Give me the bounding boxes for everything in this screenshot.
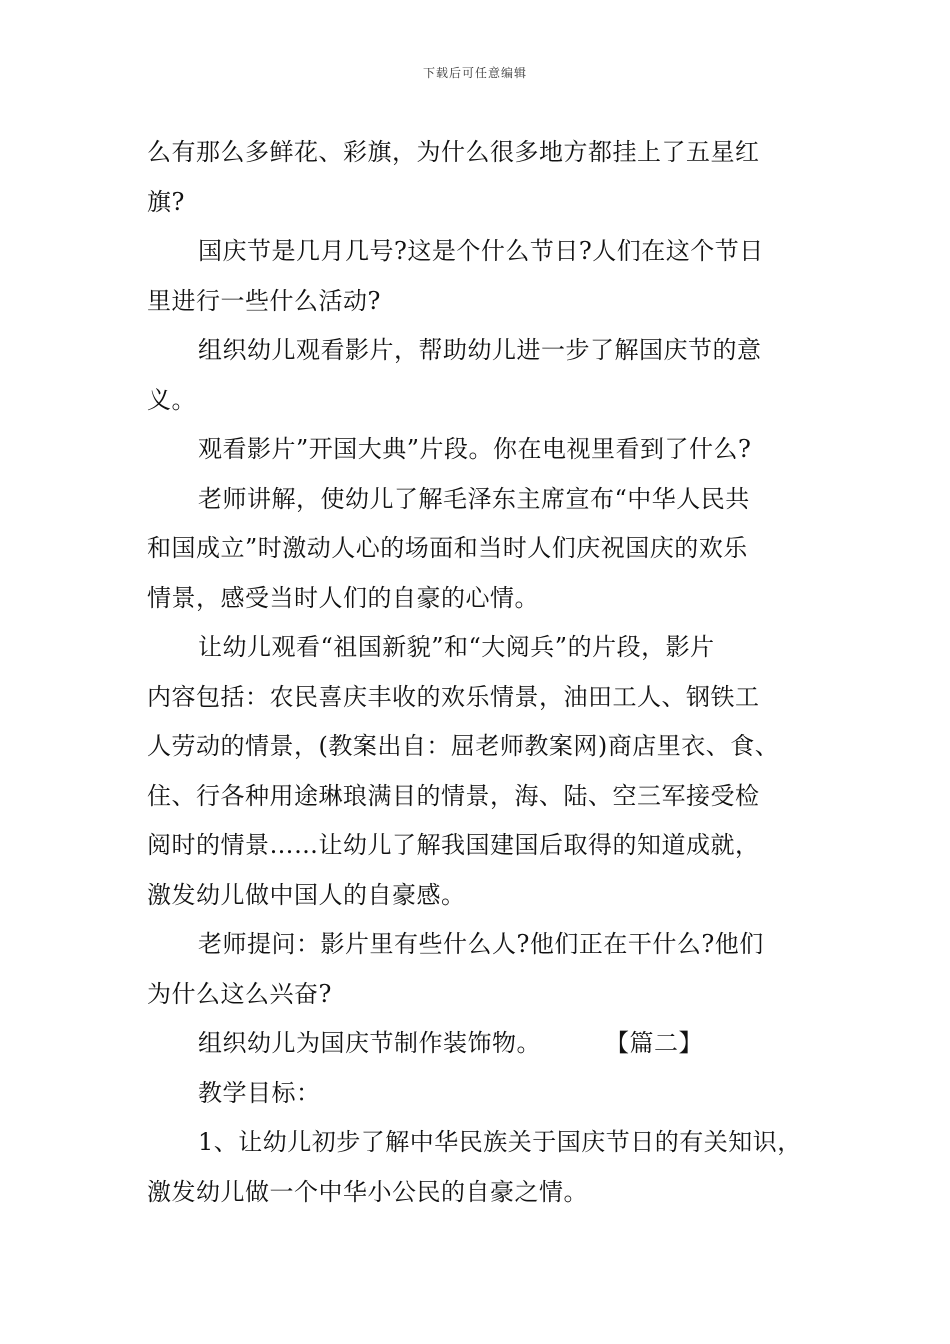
text-line: 组织幼儿观看影片，帮助幼儿进一步了解国庆节的意 [198,336,762,364]
text-line: 住、行各种用途琳琅满目的情景，海、陆、空三军接受检 [147,781,760,810]
paragraph-block-top [147,128,817,1019]
page-header: 下载后可任意编辑 [422,66,527,80]
text-line: 义。 [147,385,196,414]
text-line: 老师提问：影片里有些什么人?他们正在干什么?他们 [198,930,764,958]
text-line: 旗? [147,187,185,216]
text-line: 激发幼儿做一个中华小公民的自豪之情。 [147,1177,588,1206]
section-heading: 【篇二】 [605,1029,703,1057]
text-line: 观看影片”开国大典”片段。你在电视里看到了什么? [198,435,752,463]
paragraph-block-bottom [147,1069,817,1218]
text-line: 么有那么多鲜花、彩旗，为什么很多地方都挂上了五星红 [147,138,760,166]
text-line: 情景，感受当时人们的自豪的心情。 [147,583,539,612]
text-line: 激发幼儿做中国人的自豪感。 [147,880,466,909]
text-line: 和国成立”时激动人心的场面和当时人们庆祝国庆的欢乐 [147,534,748,562]
document-body [147,128,817,1217]
text-line: 1、让幼儿初步了解中华民族关于国庆节日的有关知识， [198,1128,802,1156]
text-line: 老师讲解，使幼儿了解毛泽东主席宣布“中华人民共 [198,484,750,513]
text-line: 阅时的情景……让幼儿了解我国建国后取得的知道成就， [147,831,760,859]
text-line: 为什么这么兴奋? [147,979,332,1008]
section-line [147,1019,817,1069]
text-line: 国庆节是几月几号?这是个什么节日?人们在这个节日 [198,237,764,265]
text-line: 人劳动的情景，(教案出自：屈老师教案网)商店里衣、食、 [147,732,780,760]
section-line-text: 组织幼儿为国庆节制作装饰物。 [198,1029,541,1057]
text-line: 教学目标： [198,1078,321,1107]
text-line: 里进行一些什么活动? [147,286,381,315]
text-line: 让幼儿观看“祖国新貌”和“大阅兵”的片段，影片 [198,633,715,661]
text-line: 内容包括：农民喜庆丰收的欢乐情景，油田工人、钢铁工 [147,682,760,711]
